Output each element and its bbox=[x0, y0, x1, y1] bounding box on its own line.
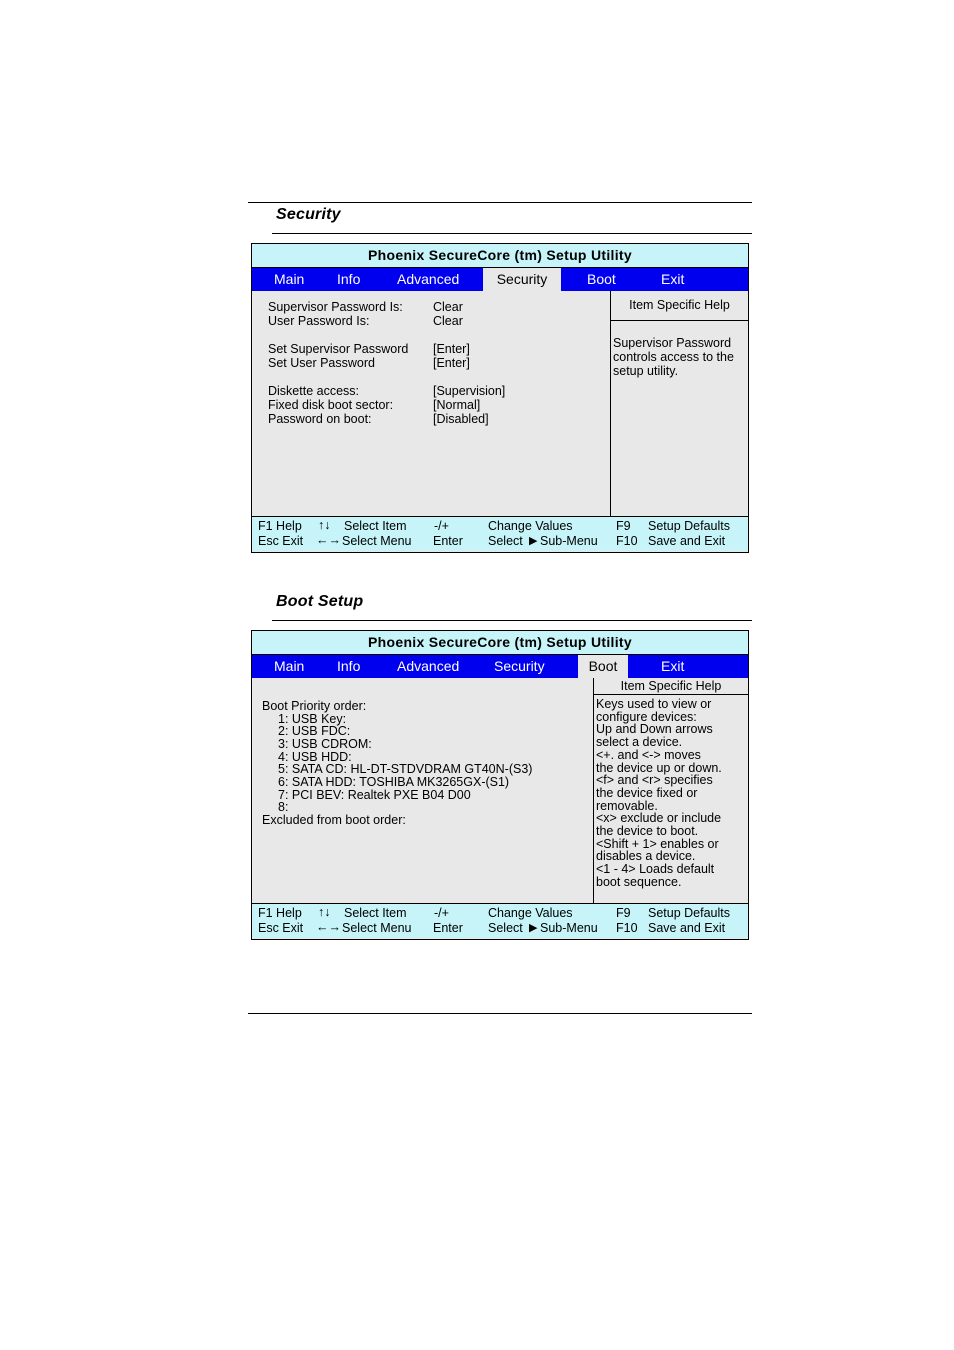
f9-key: F9 bbox=[616, 519, 631, 533]
help-text: Supervisor Password controls access to the setup utility. bbox=[613, 336, 734, 378]
f10-key: F10 bbox=[616, 921, 638, 935]
save-and-exit-label: Save and Exit bbox=[648, 921, 726, 935]
fixed-disk-boot-sector-label: Fixed disk boot sector: bbox=[268, 398, 394, 412]
security-title-rule bbox=[272, 233, 752, 234]
tab-info[interactable]: Info bbox=[337, 271, 361, 287]
boot-bios-window bbox=[251, 630, 749, 940]
tab-boot[interactable]: Boot bbox=[587, 271, 616, 287]
set-supervisor-password-label: Set Supervisor Password bbox=[268, 342, 409, 356]
tab-main[interactable]: Main bbox=[274, 271, 305, 287]
minus-plus-key: -/+ bbox=[434, 906, 449, 920]
f1-help: F1 Help bbox=[258, 519, 302, 533]
f1-help: F1 Help bbox=[258, 906, 302, 920]
set-user-password-label: Set User Password bbox=[268, 356, 375, 370]
select-item-label: Select Item bbox=[344, 519, 407, 533]
key-legend-footer bbox=[252, 517, 748, 551]
tab-security[interactable]: Security bbox=[483, 268, 561, 291]
tab-exit[interactable]: Exit bbox=[661, 658, 685, 674]
setup-defaults-label: Setup Defaults bbox=[648, 906, 730, 920]
set-supervisor-password-value[interactable]: [Enter] bbox=[433, 342, 470, 356]
boot-item[interactable]: 4: USB HDD: bbox=[278, 750, 352, 764]
boot-priority-header: Boot Priority order: bbox=[262, 699, 367, 713]
f9-key: F9 bbox=[616, 906, 631, 920]
key-legend-footer bbox=[252, 904, 748, 938]
supervisor-password-value: Clear bbox=[433, 300, 463, 314]
security-section-title: Security bbox=[276, 206, 341, 223]
tab-advanced[interactable]: Advanced bbox=[397, 271, 460, 287]
item-specific-help-pane bbox=[593, 678, 748, 903]
minus-plus-key: -/+ bbox=[434, 519, 449, 533]
boot-item[interactable]: 5: SATA CD: HL-DT-STDVDRAM GT40N-(S3) bbox=[278, 762, 533, 776]
tab-boot[interactable]: Boot bbox=[578, 655, 628, 678]
bottom-rule bbox=[248, 1013, 752, 1014]
left-right-arrows-icon: ←→ bbox=[316, 533, 341, 547]
boot-item[interactable]: 6: SATA HDD: TOSHIBA MK3265GX-(S1) bbox=[278, 775, 510, 789]
enter-key: Enter bbox=[433, 921, 463, 935]
select-item-label: Select Item bbox=[344, 906, 407, 920]
tab-exit[interactable]: Exit bbox=[661, 271, 685, 287]
change-values-label: Change Values bbox=[488, 519, 573, 533]
password-on-boot-label: Password on boot: bbox=[268, 412, 372, 426]
boot-item[interactable]: 3: USB CDROM: bbox=[278, 737, 372, 751]
fixed-disk-boot-sector-value[interactable]: [Normal] bbox=[433, 398, 481, 412]
boot-item[interactable]: 1: USB Key: bbox=[278, 712, 347, 726]
esc-exit: Esc Exit bbox=[258, 534, 304, 548]
help-header: Item Specific Help bbox=[611, 291, 748, 321]
up-down-arrows-icon: ↑↓ bbox=[318, 518, 331, 532]
select-menu-label: Select Menu bbox=[342, 921, 412, 935]
bios-title: Phoenix SecureCore (tm) Setup Utility bbox=[252, 244, 748, 268]
up-down-arrows-icon: ↑↓ bbox=[318, 905, 331, 919]
password-on-boot-value[interactable]: [Disabled] bbox=[433, 412, 489, 426]
diskette-access-label: Diskette access: bbox=[268, 384, 360, 398]
boot-settings-pane bbox=[252, 678, 748, 904]
boot-title-rule bbox=[272, 620, 752, 621]
tab-advanced[interactable]: Advanced bbox=[397, 658, 460, 674]
tab-info[interactable]: Info bbox=[337, 658, 361, 674]
user-password-value: Clear bbox=[433, 314, 463, 328]
security-bios-window bbox=[251, 243, 749, 553]
esc-exit: Esc Exit bbox=[258, 921, 304, 935]
select-menu-label: Select Menu bbox=[342, 534, 412, 548]
submenu-arrow-icon: ▶ bbox=[529, 535, 538, 547]
security-settings-pane bbox=[252, 291, 748, 517]
set-user-password-value[interactable]: [Enter] bbox=[433, 356, 470, 370]
help-header: Item Specific Help bbox=[594, 678, 748, 695]
user-password-label: User Password Is: bbox=[268, 314, 370, 328]
boot-item[interactable]: 8: bbox=[278, 800, 289, 814]
boot-item[interactable]: 7: PCI BEV: Realtek PXE B04 D00 bbox=[278, 788, 471, 802]
supervisor-password-label: Supervisor Password Is: bbox=[268, 300, 403, 314]
setup-defaults-label: Setup Defaults bbox=[648, 519, 730, 533]
change-values-label: Change Values bbox=[488, 906, 573, 920]
menu-bar bbox=[252, 268, 748, 291]
tab-security[interactable]: Security bbox=[494, 658, 545, 674]
tab-main[interactable]: Main bbox=[274, 658, 305, 674]
bios-title: Phoenix SecureCore (tm) Setup Utility bbox=[252, 631, 748, 655]
excluded-header: Excluded from boot order: bbox=[262, 813, 406, 827]
item-specific-help-pane bbox=[610, 291, 748, 516]
diskette-access-value[interactable]: [Supervision] bbox=[433, 384, 506, 398]
select-label: Select bbox=[488, 921, 523, 935]
boot-item[interactable]: 2: USB FDC: bbox=[278, 724, 351, 738]
submenu-arrow-icon: ▶ bbox=[529, 922, 538, 934]
help-text: Keys used to view or configure devices: Up and Down arrows select a device. <+. and <-> moves the device up or down. <f> and <r> specifies the device fixed or removable. <x> exclude or include the device to boot. <Shift + 1> enables or disables a device. <1 - 4> Loads default boot sequence. bbox=[596, 697, 722, 889]
left-right-arrows-icon: ←→ bbox=[316, 920, 341, 934]
submenu-label: Sub-Menu bbox=[540, 534, 598, 548]
boot-section-title: Boot Setup bbox=[276, 593, 364, 610]
select-label: Select bbox=[488, 534, 523, 548]
submenu-label: Sub-Menu bbox=[540, 921, 598, 935]
save-and-exit-label: Save and Exit bbox=[648, 534, 726, 548]
enter-key: Enter bbox=[433, 534, 463, 548]
f10-key: F10 bbox=[616, 534, 638, 548]
menu-bar bbox=[252, 655, 748, 678]
top-rule bbox=[248, 202, 752, 203]
